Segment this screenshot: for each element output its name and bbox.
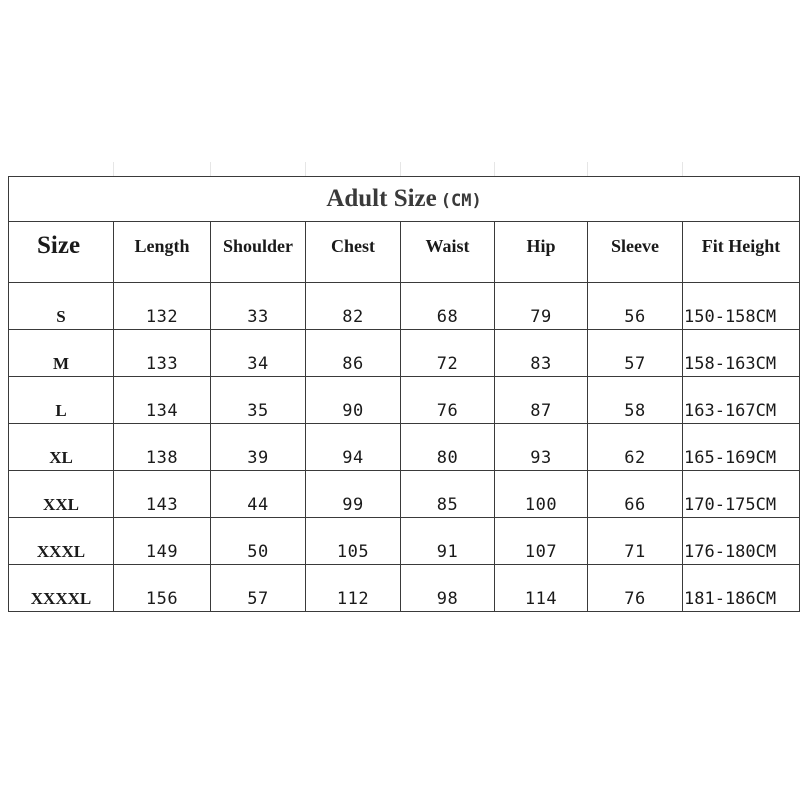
cell-shoulder bbox=[211, 518, 306, 565]
cell-shoulder bbox=[211, 330, 306, 377]
cell-length bbox=[114, 377, 211, 424]
cell-waist bbox=[401, 330, 495, 377]
cell-waist-value: 72 bbox=[436, 354, 459, 374]
cell-sleeve bbox=[588, 424, 683, 471]
cell-sleeve bbox=[588, 283, 683, 330]
table-row bbox=[9, 424, 800, 471]
header-row bbox=[9, 222, 800, 283]
cell-length bbox=[114, 424, 211, 471]
header-hip: Hip bbox=[495, 222, 588, 283]
cell-hip-value: 114 bbox=[524, 589, 558, 609]
cell-hip-value: 93 bbox=[530, 448, 552, 468]
cell-waist-value: 68 bbox=[436, 307, 459, 327]
cell-sleeve bbox=[588, 471, 683, 518]
cell-size-value: M bbox=[52, 354, 70, 373]
table-title bbox=[9, 177, 800, 222]
cell-size-value: XXXXL bbox=[30, 589, 92, 608]
cell-size-value: XXL bbox=[43, 495, 79, 514]
cell-fit-height bbox=[683, 518, 800, 565]
cell-chest-value: 90 bbox=[342, 401, 364, 421]
cell-waist-value: 98 bbox=[436, 589, 459, 609]
cell-waist bbox=[401, 471, 495, 518]
cell-length-value: 149 bbox=[145, 542, 179, 562]
cell-size bbox=[9, 518, 114, 565]
cell-shoulder-value: 33 bbox=[247, 307, 269, 327]
cell-hip bbox=[495, 424, 588, 471]
cell-chest bbox=[306, 424, 401, 471]
cell-shoulder bbox=[211, 424, 306, 471]
cell-length-value: 138 bbox=[145, 448, 179, 468]
cell-fit-height-value: 176-180CM bbox=[684, 542, 777, 562]
cell-sleeve-value: 57 bbox=[624, 354, 646, 374]
cell-sleeve-value: 56 bbox=[624, 307, 646, 327]
cell-fit-height bbox=[683, 377, 800, 424]
cell-length bbox=[114, 518, 211, 565]
cell-size-value: L bbox=[55, 401, 67, 420]
cell-size bbox=[9, 471, 114, 518]
cell-length bbox=[114, 471, 211, 518]
size-chart-table bbox=[8, 176, 800, 612]
cell-sleeve-value: 66 bbox=[624, 495, 646, 515]
cell-chest-value: 99 bbox=[342, 495, 364, 515]
cell-fit-height-value: 170-175CM bbox=[684, 495, 777, 515]
header-size: Size bbox=[9, 222, 114, 283]
cell-waist bbox=[401, 565, 495, 612]
cell-length-value: 132 bbox=[145, 307, 179, 327]
cell-hip-value: 79 bbox=[530, 307, 552, 327]
cell-hip bbox=[495, 471, 588, 518]
cell-waist-value: 91 bbox=[436, 542, 459, 562]
cell-hip bbox=[495, 377, 588, 424]
cell-fit-height-value: 165-169CM bbox=[684, 448, 777, 468]
cell-shoulder-value: 57 bbox=[247, 589, 269, 609]
cell-hip-value: 83 bbox=[530, 354, 552, 374]
cell-shoulder-value: 50 bbox=[247, 542, 269, 562]
cell-chest bbox=[306, 565, 401, 612]
cell-fit-height-value: 158-163CM bbox=[684, 354, 777, 374]
cell-waist-value: 85 bbox=[436, 495, 459, 515]
cell-chest bbox=[306, 377, 401, 424]
cell-waist-value: 76 bbox=[436, 401, 459, 421]
table-row bbox=[9, 471, 800, 518]
cell-sleeve-value: 71 bbox=[624, 542, 646, 562]
cell-chest-value: 94 bbox=[342, 448, 364, 468]
cell-length bbox=[114, 565, 211, 612]
cell-hip-value: 107 bbox=[524, 542, 558, 562]
cell-length bbox=[114, 330, 211, 377]
header-shoulder: Shoulder bbox=[211, 222, 306, 283]
cell-shoulder bbox=[211, 377, 306, 424]
cell-size bbox=[9, 283, 114, 330]
table-body bbox=[9, 283, 800, 612]
table-row bbox=[9, 330, 800, 377]
table-row bbox=[9, 377, 800, 424]
cell-shoulder bbox=[211, 283, 306, 330]
cell-shoulder-value: 39 bbox=[247, 448, 269, 468]
cell-chest-value: 82 bbox=[342, 307, 364, 327]
cell-chest bbox=[306, 471, 401, 518]
cell-waist bbox=[401, 283, 495, 330]
cell-shoulder-value: 34 bbox=[247, 354, 269, 374]
cell-chest-value: 112 bbox=[336, 589, 370, 609]
cell-sleeve-value: 58 bbox=[624, 401, 646, 421]
cell-waist-value: 80 bbox=[436, 448, 459, 468]
table-row bbox=[9, 518, 800, 565]
header-fit-height: Fit Height bbox=[683, 222, 800, 283]
cell-length-value: 156 bbox=[145, 589, 179, 609]
cell-fit-height bbox=[683, 283, 800, 330]
cell-shoulder-value: 35 bbox=[247, 401, 269, 421]
cell-waist bbox=[401, 424, 495, 471]
table-unit: (CM) bbox=[440, 191, 482, 211]
cell-chest bbox=[306, 330, 401, 377]
cell-size-value: S bbox=[56, 307, 66, 326]
header-waist: Waist bbox=[401, 222, 495, 283]
cell-shoulder-value: 44 bbox=[247, 495, 269, 515]
cell-length bbox=[114, 283, 211, 330]
cell-sleeve bbox=[588, 518, 683, 565]
cell-size bbox=[9, 424, 114, 471]
table-row bbox=[9, 565, 800, 612]
cell-sleeve-value: 76 bbox=[624, 589, 646, 609]
cell-waist bbox=[401, 377, 495, 424]
header-sleeve: Sleeve bbox=[588, 222, 683, 283]
cell-sleeve bbox=[588, 565, 683, 612]
cell-size-value: XXXL bbox=[36, 542, 86, 561]
cell-hip-value: 100 bbox=[524, 495, 558, 515]
cell-chest bbox=[306, 283, 401, 330]
cell-length-value: 134 bbox=[145, 401, 179, 421]
cell-hip bbox=[495, 330, 588, 377]
cell-sleeve bbox=[588, 330, 683, 377]
cell-hip bbox=[495, 283, 588, 330]
cell-length-value: 133 bbox=[145, 354, 179, 374]
cell-sleeve bbox=[588, 377, 683, 424]
cell-shoulder bbox=[211, 471, 306, 518]
table-row bbox=[9, 283, 800, 330]
header-chest: Chest bbox=[306, 222, 401, 283]
cell-size-value: XL bbox=[49, 448, 73, 467]
cell-fit-height bbox=[683, 424, 800, 471]
cell-fit-height bbox=[683, 565, 800, 612]
cell-fit-height-value: 150-158CM bbox=[684, 307, 777, 327]
table-title-text: Adult Size bbox=[326, 185, 437, 212]
cell-size bbox=[9, 377, 114, 424]
cell-hip bbox=[495, 565, 588, 612]
cell-chest-value: 86 bbox=[342, 354, 364, 374]
cell-chest bbox=[306, 518, 401, 565]
cell-length-value: 143 bbox=[145, 495, 179, 515]
cell-waist bbox=[401, 518, 495, 565]
cell-hip-value: 87 bbox=[530, 401, 552, 421]
spreadsheet-gridlines bbox=[0, 162, 800, 176]
cell-fit-height-value: 163-167CM bbox=[684, 401, 777, 421]
cell-fit-height-value: 181-186CM bbox=[684, 589, 777, 609]
header-length: Length bbox=[114, 222, 211, 283]
cell-size bbox=[9, 565, 114, 612]
cell-shoulder bbox=[211, 565, 306, 612]
cell-sleeve-value: 62 bbox=[624, 448, 646, 468]
cell-fit-height bbox=[683, 471, 800, 518]
cell-chest-value: 105 bbox=[336, 542, 370, 562]
cell-fit-height bbox=[683, 330, 800, 377]
cell-hip bbox=[495, 518, 588, 565]
cell-size bbox=[9, 330, 114, 377]
